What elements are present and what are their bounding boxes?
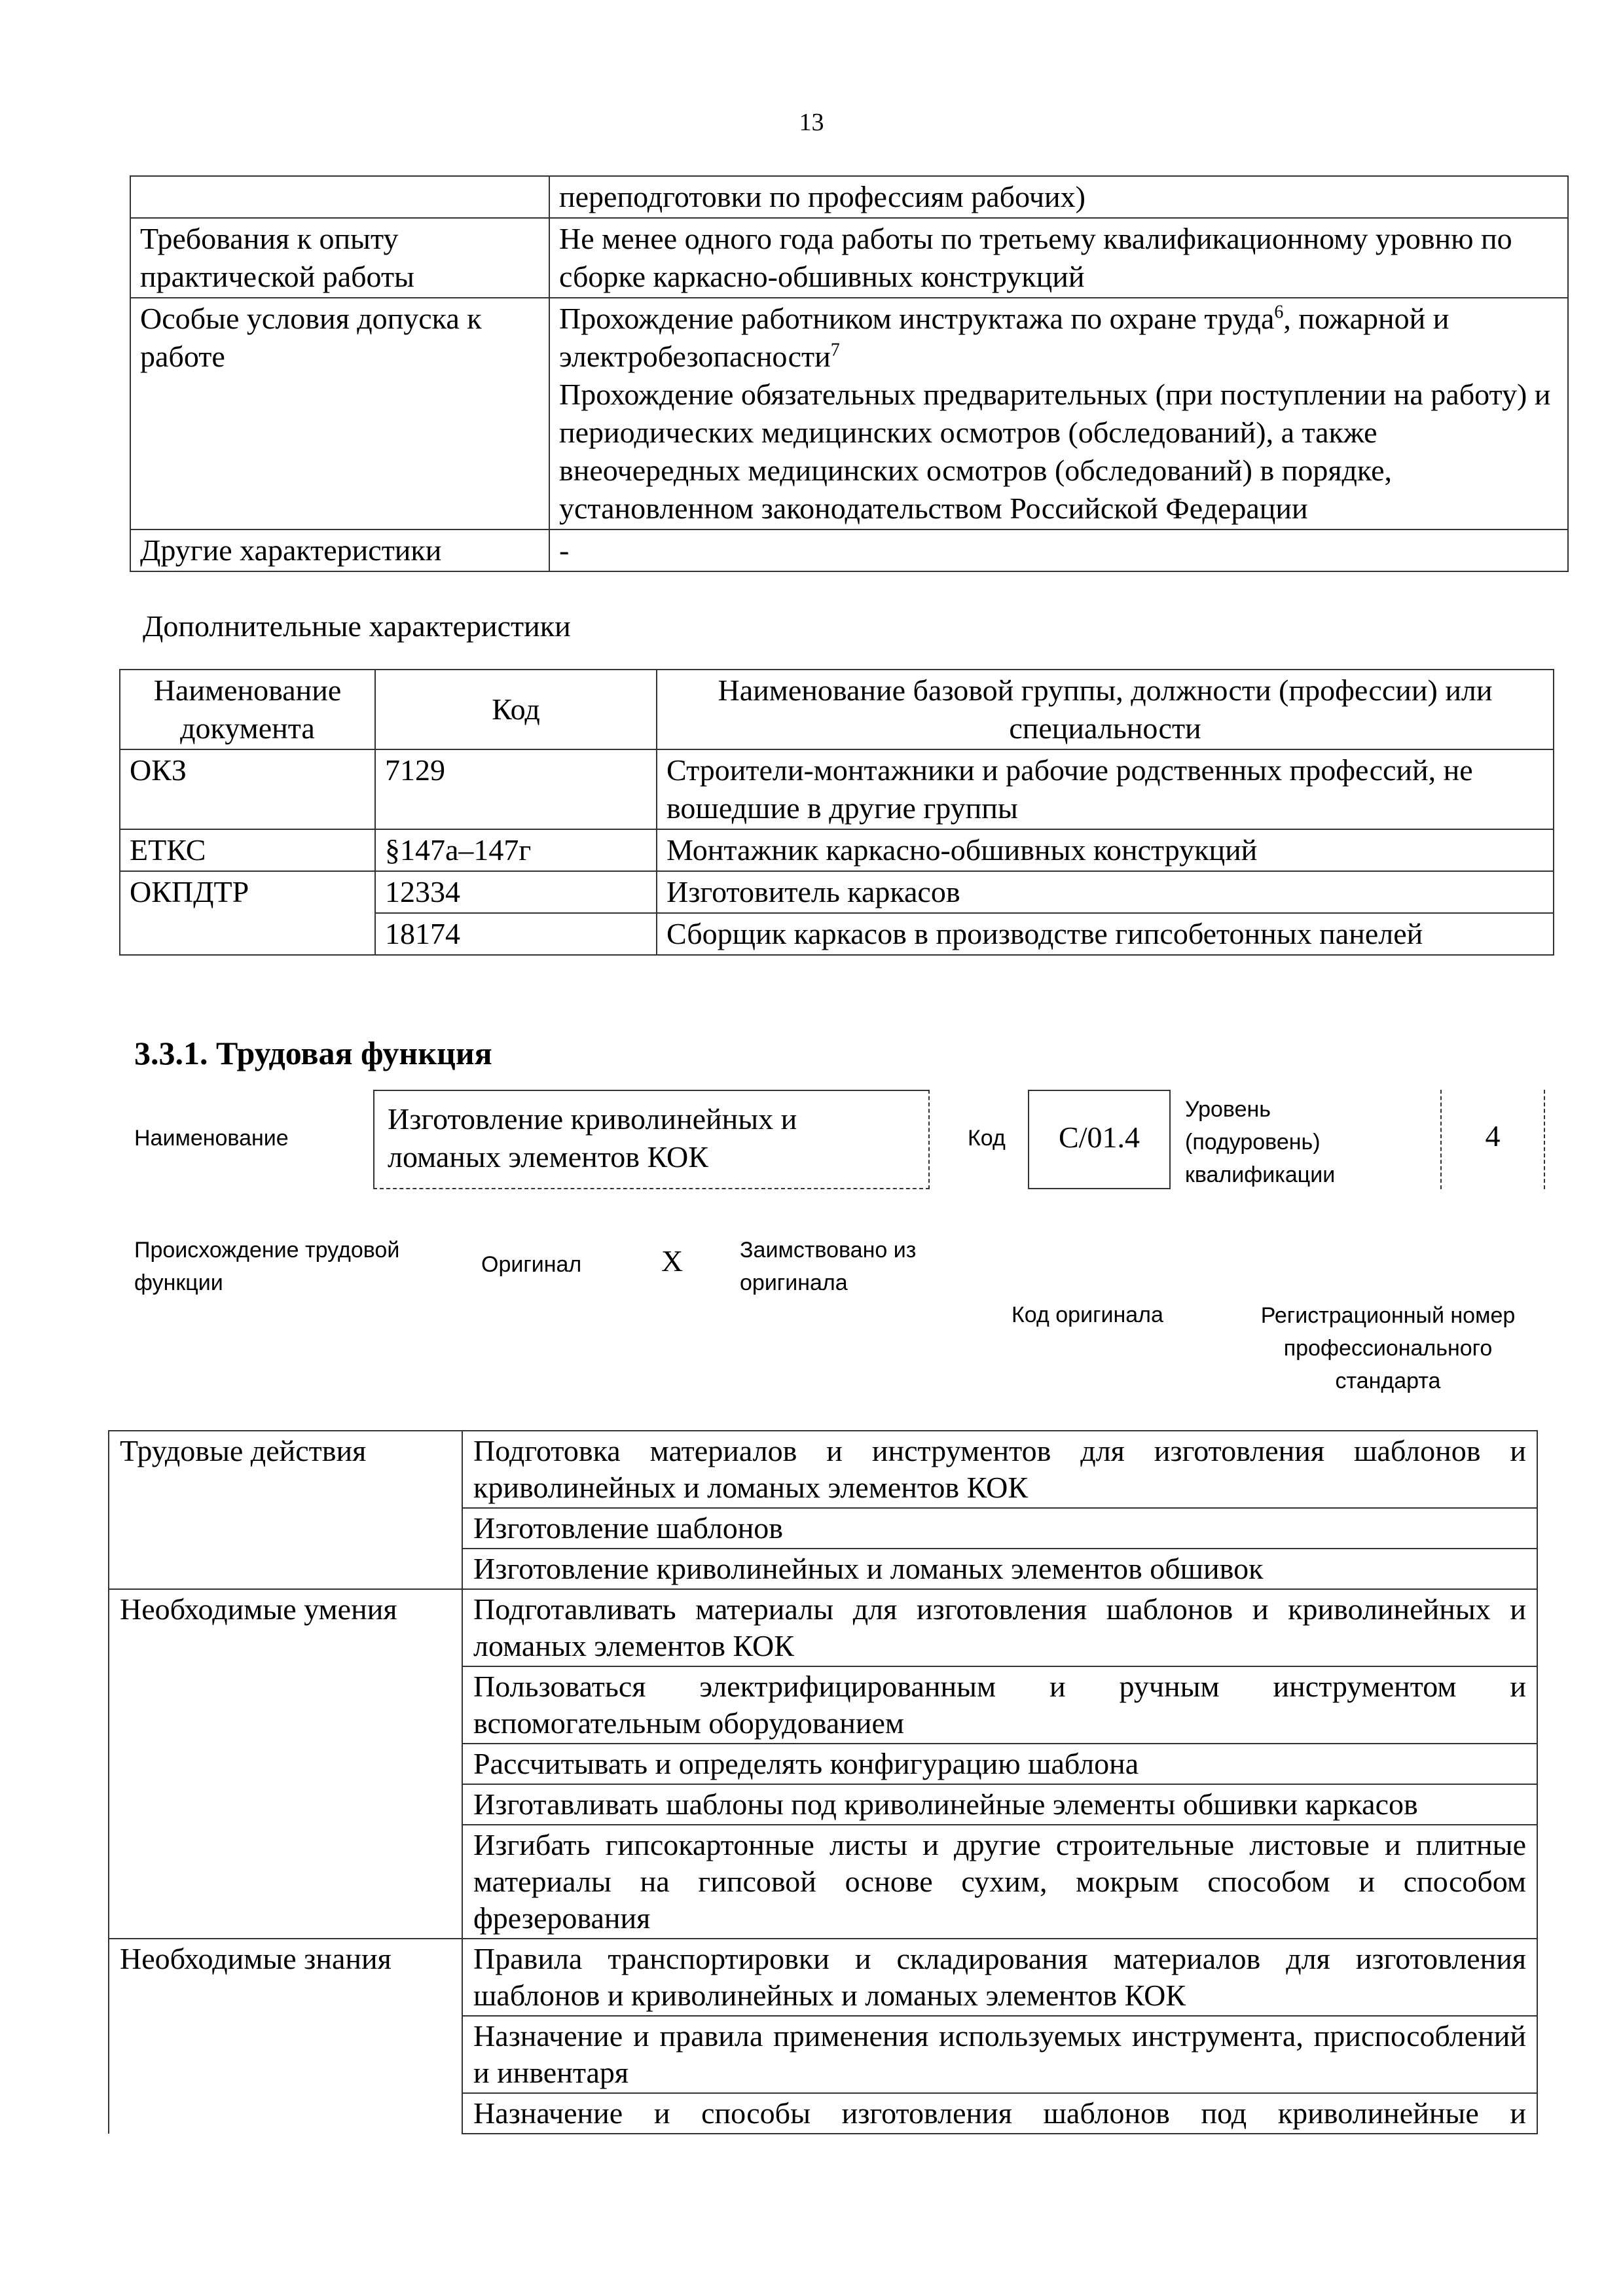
header-document: Наименование документа (120, 670, 375, 749)
original-label: Оригинал (481, 1252, 582, 1277)
reg-label-line: профессионального (1283, 1336, 1493, 1361)
cell-group-name: Монтажник каркасно-обшивных конструкций (657, 829, 1554, 871)
origin-label-line: Происхождение трудовой (134, 1238, 400, 1263)
original-mark: X (661, 1244, 684, 1278)
labor-action-item: Изготовление криволинейных и ломаных элементов обшивок (462, 1549, 1537, 1589)
level-label-line: квалификации (1185, 1162, 1336, 1187)
level-label-line: (подуровень) (1185, 1130, 1321, 1155)
knowledge-label: Необходимые знания (109, 1939, 462, 2134)
row-label (130, 176, 549, 218)
section-heading: 3.3.1. Трудовая функция (134, 1035, 492, 1071)
row-label-experience: Требования к опыту практической работы (130, 218, 549, 298)
borrowed-label-line: Заимствовано из (740, 1238, 917, 1263)
header-group-name: Наименование базовой группы, должности (профессии) или специальности (657, 670, 1554, 749)
table-row (109, 1431, 1537, 1508)
cell-document: ОКПДТР (120, 871, 375, 955)
cell-code: 12334 (375, 871, 657, 913)
cell-group-name: Строители-монтажники и рабочие родственных профессий, не вошедшие в другие группы (657, 749, 1554, 829)
cell-code: 18174 (375, 913, 657, 955)
skill-item: Изгибать гипсокартонные листы и другие строительные листовые и плитные материалы на гипсовой основе сухим, мокрым способом и способом фрезерования (462, 1825, 1537, 1939)
row-value-admission (549, 298, 1568, 529)
reg-label-line: Регистрационный номер (1260, 1303, 1516, 1328)
table-row (130, 218, 1568, 298)
function-code-box: С/01.4 (1028, 1090, 1171, 1189)
page-number: 13 (799, 109, 824, 136)
additional-characteristics-title: Дополнительные характеристики (143, 609, 571, 643)
cell-code: 7129 (375, 749, 657, 829)
admission-text-1: Прохождение работником инструктажа по охране труда (559, 302, 1275, 335)
labor-action-item: Изготовление шаблонов (462, 1508, 1537, 1549)
skill-item: Подготавливать материалы для изготовления шаблонов и криволинейных и ломаных элементов КОК (462, 1589, 1537, 1666)
skill-item: Пользоваться электрифицированным и ручным инструментом и вспомогательным оборудованием (462, 1666, 1537, 1744)
skill-item: Рассчитывать и определять конфигурацию шаблона (462, 1744, 1537, 1784)
knowledge-item: Назначение и способы изготовления шаблонов под криволинейные и (462, 2093, 1537, 2134)
table-row (120, 829, 1554, 871)
borrowed-label (740, 1234, 916, 1299)
function-name-box: Изготовление криволинейных и ломаных элементов КОК (373, 1090, 930, 1189)
row-value: переподготовки по профессиям рабочих) (549, 176, 1568, 218)
table-row (130, 529, 1568, 571)
table-header-row (120, 670, 1554, 749)
table-row (109, 1939, 1537, 2016)
cell-document: ЕТКС (120, 829, 375, 871)
table-row (109, 1589, 1537, 1666)
borrowed-label-line: оригинала (740, 1270, 848, 1295)
table-row (130, 298, 1568, 529)
skill-item: Изготавливать шаблоны под криволинейные элементы обшивки каркасов (462, 1784, 1537, 1825)
level-label-line: Уровень (1185, 1097, 1271, 1122)
name-label: Наименование (134, 1126, 289, 1151)
original-code-label: Код оригинала (1012, 1302, 1163, 1327)
labor-function-table (108, 1430, 1538, 2134)
registration-number-label (1224, 1299, 1552, 1397)
cell-document: ОКЗ (120, 749, 375, 829)
cell-code: §147а–147г (375, 829, 657, 871)
reg-label-line: стандарта (1335, 1369, 1441, 1393)
knowledge-item: Назначение и правила применения используемых инструмента, приспособлений и инвентаря (462, 2016, 1537, 2093)
skills-label: Необходимые умения (109, 1589, 462, 1939)
table-row (130, 176, 1568, 218)
level-value-box: 4 (1440, 1090, 1545, 1189)
origin-label-line: функции (134, 1270, 223, 1295)
admission-text-2: , пожарной и электробезопасности (559, 302, 1450, 373)
code-label: Код (968, 1126, 1006, 1151)
table-row (120, 871, 1554, 913)
footnote-6: 6 (1274, 302, 1284, 323)
labor-actions-label: Трудовые действия (109, 1431, 462, 1589)
admission-paragraph-2: Прохождение обязательных предварительных (при поступлении на работу) и периодических медицинских осмотров (обследований), а также внеочередных медицинских осмотров (обследований) в порядке, установленном законодательством Российской Федерации (559, 378, 1551, 525)
origin-label (134, 1234, 399, 1299)
labor-action-item: Подготовка материалов и инструментов для изготовления шаблонов и криволинейных и ломаных элементов КОК (462, 1431, 1537, 1508)
row-label-admission: Особые условия допуска к работе (130, 298, 549, 529)
cell-group-name: Изготовитель каркасов (657, 871, 1554, 913)
additional-characteristics-table (119, 669, 1554, 956)
requirements-table (130, 175, 1569, 572)
footnote-7: 7 (830, 340, 840, 361)
row-label-other: Другие характеристики (130, 529, 549, 571)
table-row (120, 749, 1554, 829)
cell-group-name: Сборщик каркасов в производстве гипсобетонных панелей (657, 913, 1554, 955)
knowledge-item: Правила транспортировки и складирования материалов для изготовления шаблонов и криволинейных и ломаных элементов КОК (462, 1939, 1537, 2016)
level-label (1185, 1093, 1335, 1191)
row-value-other: - (549, 529, 1568, 571)
admission-paragraph-1 (559, 300, 1558, 376)
header-code: Код (375, 670, 657, 749)
row-value-experience: Не менее одного года работы по третьему квалификационному уровню по сборке каркасно-обшивных конструкций (549, 218, 1568, 298)
